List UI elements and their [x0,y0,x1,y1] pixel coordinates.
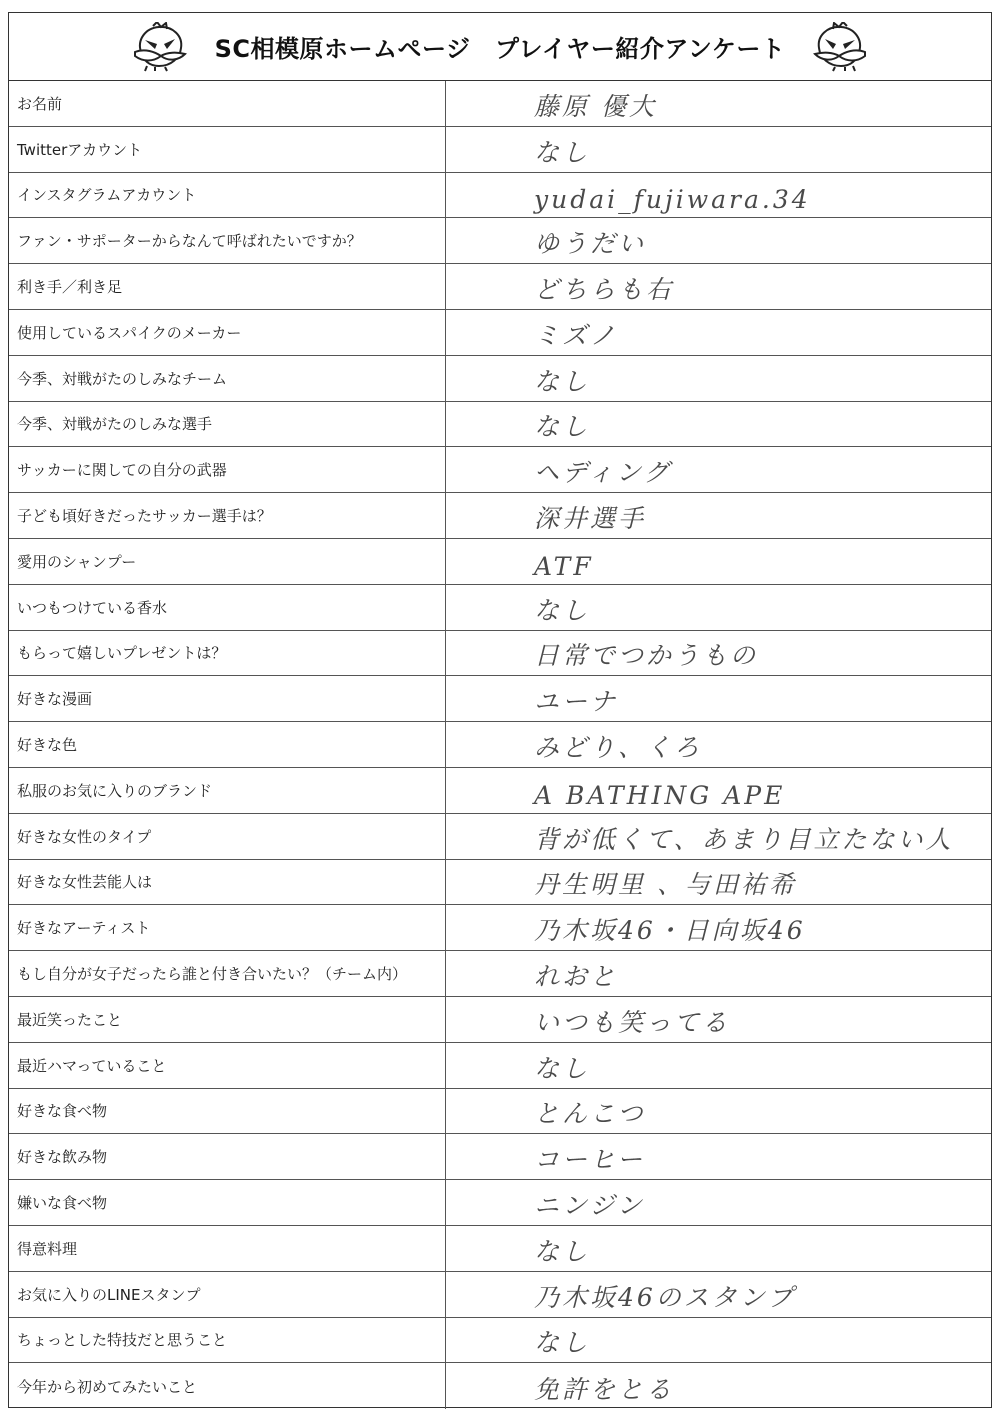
handwritten-answer: 乃木坂46・日向坂46 [534,916,806,946]
question-label: 最近笑ったこと [9,997,446,1042]
question-label: サッカーに関しての自分の武器 [9,447,446,492]
table-row [9,814,991,860]
handwritten-answer: ニンジン [534,1190,645,1220]
table-row [9,768,991,814]
handwritten-answer: 藤原 優大 [534,91,657,121]
handwritten-answer: れおと [534,961,619,991]
handwritten-answer: どちらも右 [534,274,675,304]
table-row [9,539,991,585]
table-row [9,218,991,264]
table-row [9,1089,991,1135]
table-row [9,1226,991,1272]
question-label: いつもつけている香水 [9,585,446,630]
question-label: 今季、対戦がたのしみな選手 [9,402,446,447]
table-row [9,1134,991,1180]
handwritten-answer: 日常でつかうもの [534,641,759,671]
handwritten-answer: なし [534,366,591,396]
question-label: Twitterアカウント [9,127,446,172]
question-label: 得意料理 [9,1226,446,1271]
handwritten-answer: コーヒー [534,1145,646,1175]
question-label: 好きなアーティスト [9,905,446,950]
table-row [9,722,991,768]
table-row [9,631,991,677]
question-label: 好きな漫画 [9,676,446,721]
handwritten-answer: なし [534,1328,591,1358]
question-label: お気に入りのLINEスタンプ [9,1272,446,1317]
table-row [9,1043,991,1089]
question-label: お名前 [9,81,446,126]
table-row [9,264,991,310]
handwritten-answer: ゆうだい [534,229,647,259]
handwritten-answer: 丹生明里 、与田祐希 [534,870,797,900]
question-label: 使用しているスパイクのメーカー [9,310,446,355]
handwritten-answer: いつも笑ってる [534,1007,731,1037]
handwritten-answer: yudai_fujiwara.34 [534,185,811,215]
handwritten-answer: なし [534,1236,591,1266]
survey-sheet [8,12,992,1408]
page-title: SC相模原ホームページ プレイヤー紹介アンケート [214,35,786,63]
question-label: 好きな女性芸能人は [9,860,446,905]
question-label: 私服のお気に入りのブランド [9,768,446,813]
handwritten-answer: ヘディング [534,458,672,488]
table-row [9,1363,991,1409]
table-row [9,951,991,997]
table-row [9,447,991,493]
question-label: 好きな色 [9,722,446,767]
table-row [9,860,991,906]
question-label: 最近ハマっていること [9,1043,446,1088]
table-row [9,1318,991,1364]
handwritten-answer: ATF [534,551,594,581]
handwritten-answer: 乃木坂46のスタンプ [534,1282,796,1312]
question-label: もし自分が女子だったら誰と付き合いたい？（チーム内） [9,951,446,996]
question-label: 嫌いな食べ物 [9,1180,446,1225]
survey-table [9,81,991,1409]
question-label: 利き手／利き足 [9,264,446,309]
table-row [9,1180,991,1226]
handwritten-answer: みどり、くろ [534,732,703,762]
question-label: 愛用のシャンプー [9,539,446,584]
table-row [9,173,991,219]
question-label: 今季、対戦がたのしみなチーム [9,356,446,401]
table-row [9,310,991,356]
handwritten-answer: なし [534,412,591,442]
question-label: ファン・サポーターからなんて呼ばれたいですか？ [9,218,446,263]
question-label: 好きな食べ物 [9,1089,446,1134]
table-row [9,356,991,402]
handwritten-answer: なし [534,595,591,625]
bird-mascot-icon [131,22,189,72]
handwritten-answer: ミズノ [534,320,619,350]
handwritten-answer: なし [534,1053,591,1083]
question-label: 子ども頃好きだったサッカー選手は？ [9,493,446,538]
question-label: 好きな飲み物 [9,1134,446,1179]
handwritten-answer: とんこつ [534,1099,646,1129]
handwritten-answer: A BATHING APE [534,780,786,810]
table-row [9,127,991,173]
handwritten-answer: 背が低くて、あまり目立たない人 [534,824,954,854]
bird-mascot-icon [811,22,869,72]
table-row [9,493,991,539]
survey-header [9,13,991,81]
table-row [9,81,991,127]
question-label: インスタグラムアカウント [9,173,446,218]
table-row [9,905,991,951]
handwritten-answer: 免許をとる [534,1375,675,1405]
question-label: 今年から初めてみたいこと [9,1363,446,1409]
table-row [9,997,991,1043]
table-row [9,1272,991,1318]
handwritten-answer: 深井選手 [534,503,647,533]
table-row [9,402,991,448]
table-row [9,676,991,722]
table-row [9,585,991,631]
handwritten-answer: なし [534,137,591,167]
question-label: ちょっとした特技だと思うこと [9,1318,446,1363]
question-label: 好きな女性のタイプ [9,814,446,859]
question-label: もらって嬉しいプレゼントは？ [9,631,446,676]
handwritten-answer: ユーナ [534,687,619,717]
